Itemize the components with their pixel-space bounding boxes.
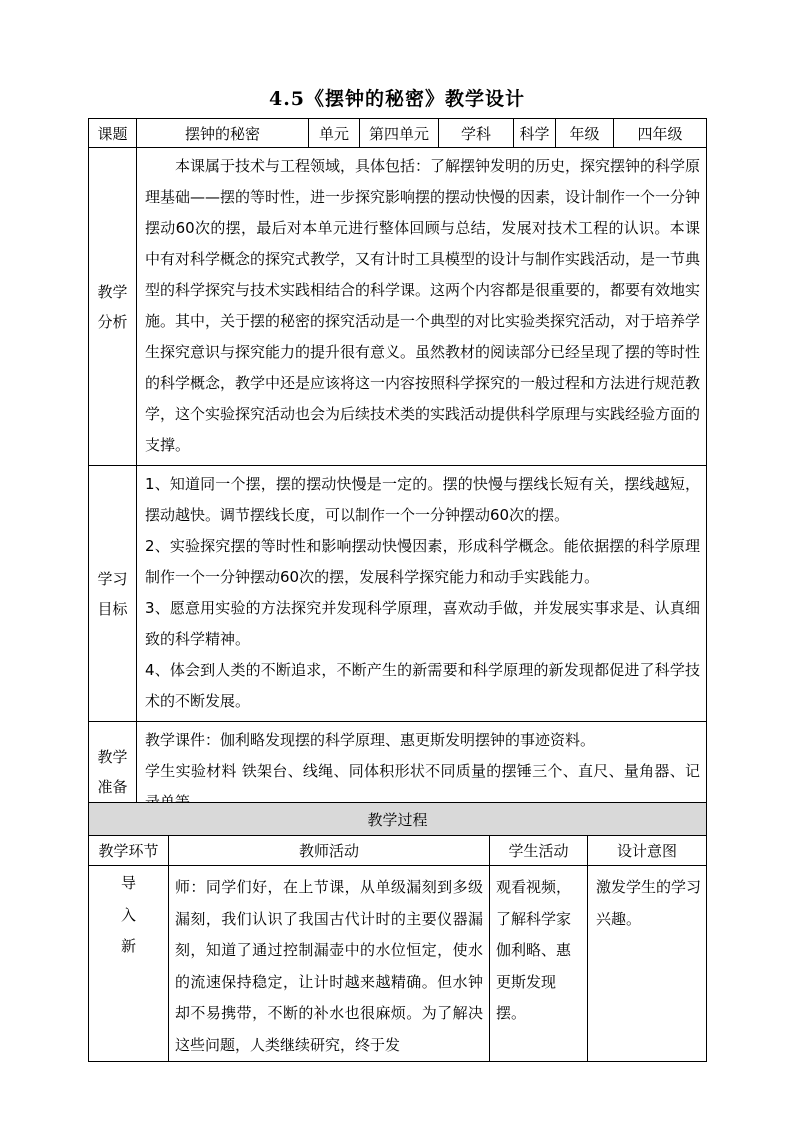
column-header-intent: 设计意图	[588, 836, 707, 866]
unit-value: 第四单元	[360, 119, 439, 148]
subject-label: 学科	[439, 119, 514, 148]
stage-char: 导	[120, 874, 136, 892]
topic-value: 摆钟的秘密	[137, 119, 309, 148]
objective-item: 3、愿意用实验的方法探究并发现科学原理，喜欢动手做，并发展实事求是、认真细致的科学精神。	[145, 599, 700, 648]
preparation-line: 学生实验材料 铁架台、线绳、同体积形状不同质量的摆锤三个、直尺、量角器、记	[145, 762, 700, 780]
preparation-line: 教学课件：伽利略发现摆的科学原理、惠更斯发明摆钟的事迹资料。	[145, 731, 596, 749]
design-intent: 激发学生的学习兴趣。	[588, 866, 707, 1062]
process-heading-row	[89, 803, 707, 836]
subject-value: 科学	[514, 119, 556, 148]
header-row	[89, 119, 707, 148]
stage-cell	[89, 866, 169, 1062]
unit-label: 单元	[309, 119, 360, 148]
objectives-row	[89, 466, 707, 722]
objectives-list	[137, 466, 707, 722]
lesson-info-table	[88, 118, 707, 823]
topic-label: 课题	[89, 119, 137, 148]
objective-item: 2、实验探究摆的等时性和影响摆动快慢因素，形成科学概念。能依据摆的科学原理制作一个一分钟摆动60次的摆，发展科学探究能力和动手实践能力。	[145, 537, 700, 586]
column-header-teacher: 教师活动	[169, 836, 490, 866]
grade-value: 四年级	[614, 119, 707, 148]
objective-item: 1、知道同一个摆，摆的摆动快慢是一定的。摆的快慢与摆线长短有关，摆线越短，摆动越快。调节摆线长度，可以制作一个一分钟摆动60次的摆。	[145, 475, 700, 524]
preparation-label: 教学准备	[89, 722, 137, 823]
process-heading: 教学过程	[89, 803, 707, 836]
objective-item: 4、体会到人类的不断追求，不断产生的新需要和科学原理的新发现都促进了科学技术的不断发展。	[145, 661, 700, 710]
process-columns-row	[89, 836, 707, 866]
analysis-row	[89, 148, 707, 466]
student-activity: 观看视频，了解科学家伽利略、惠更斯发现摆。	[490, 866, 588, 1062]
stage-char: 入	[120, 905, 136, 924]
document-title: 4.5《摆钟的秘密》教学设计	[268, 88, 526, 110]
grade-label: 年级	[556, 119, 614, 148]
column-header-stage: 教学环节	[89, 836, 169, 866]
stage-char: 新	[120, 937, 136, 955]
process-row	[89, 866, 707, 1062]
analysis-label: 教学分析	[89, 148, 137, 466]
column-header-student: 学生活动	[490, 836, 588, 866]
objectives-label: 学习目标	[89, 466, 137, 722]
analysis-text: 本课属于技术与工程领域，具体包括：了解摆钟发明的历史，探究摆钟的科学原理基础——摆的等时性，进一步探究影响摆的摆动快慢的因素，设计制作一个一分钟摆动60次的摆，最后对本单元进行整体回顾与总结，发展对技术工程的认识。本课中有对科学概念的探究式教学，又有计时工具模型的设计与制作实践活动，是一节典型的科学探究与技术实践相结合的科学课。这两个内容都是很重要的，都要有效地实施。其中，关于摆的秘密的探究活动是一个典型的对比实验类探究活动，对于培养学生探究意识与探究能力的提升很有意义。虽然教材的阅读部分已经呈现了摆的等时性的科学概念，教学中还是应该将这一内容按照科学探究的一般过程和方法进行规范教学，这个实验探究活动也会为后续技术类的实践活动提供科学原理与实践经验方面的支撑。	[137, 148, 707, 466]
teacher-activity: 师：同学们好，在上节课，从单级漏刻到多级漏刻，我们认识了我国古代计时的主要仪器漏刻，知道了通过控制漏壶中的水位恒定，使水的流速保持稳定，让计时越来越精确。但水钟却不易携带，不断的补水也很麻烦。为了解决这些问题，人类继续研究，终于发	[169, 866, 490, 1062]
teaching-process-table	[88, 802, 707, 1062]
